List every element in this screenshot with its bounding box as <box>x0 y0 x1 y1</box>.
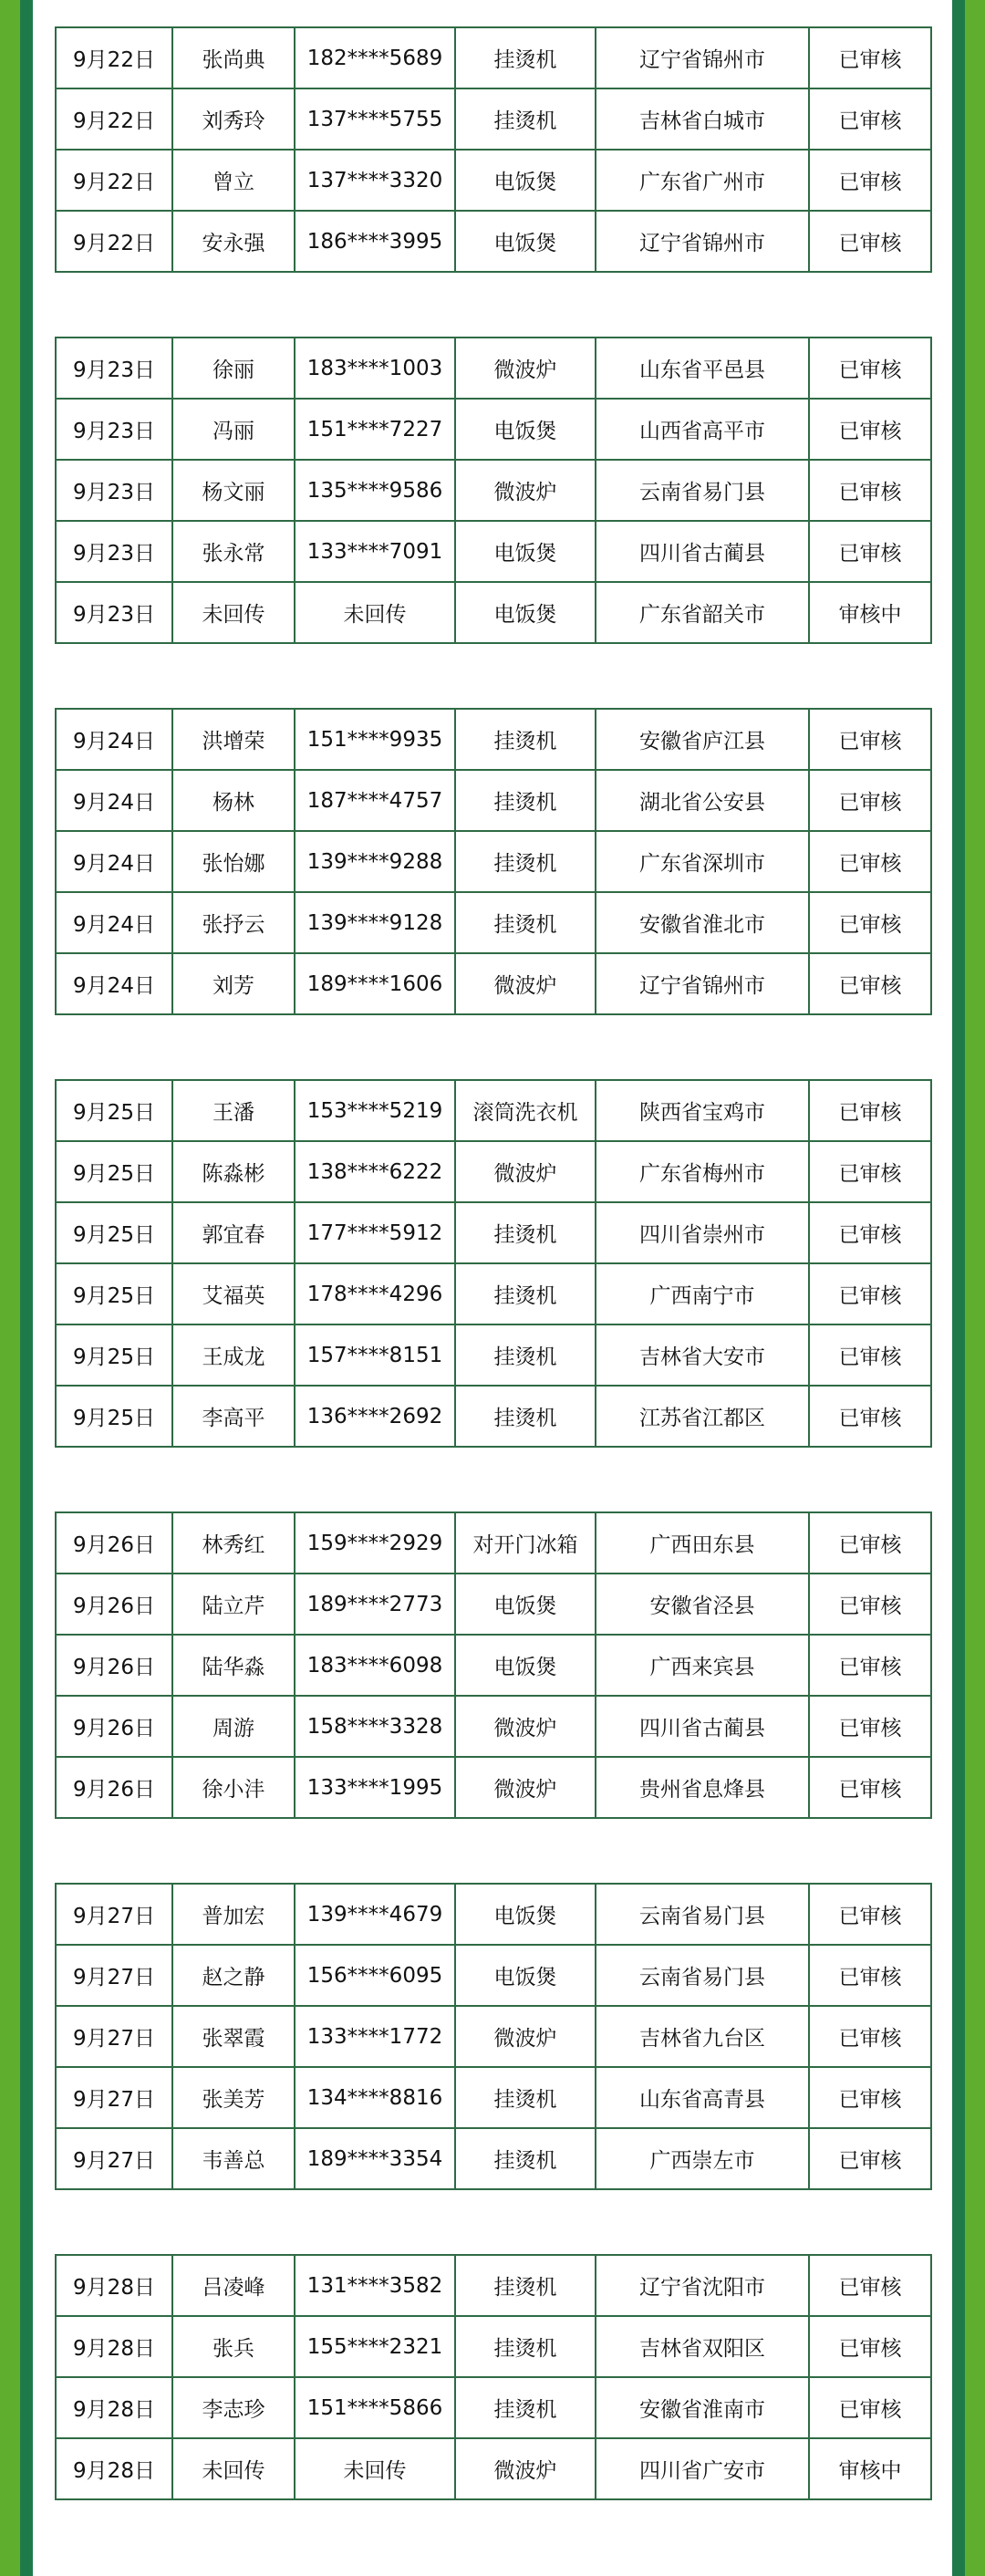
table-row <box>56 831 931 892</box>
name-cell: 张美芳 <box>172 2067 295 2128</box>
product-cell: 挂烫机 <box>455 2128 596 2189</box>
date-cell: 9月23日 <box>56 399 172 460</box>
record-group <box>55 1079 930 1448</box>
table-row <box>56 1635 931 1696</box>
region-cell: 安徽省淮南市 <box>596 2377 809 2438</box>
phone-cell: 182****5689 <box>295 27 455 88</box>
phone-cell: 153****5219 <box>295 1080 455 1141</box>
region-cell: 贵州省息烽县 <box>596 1757 809 1818</box>
phone-cell: 183****1003 <box>295 338 455 399</box>
region-cell: 辽宁省沈阳市 <box>596 2255 809 2316</box>
phone-cell: 183****6098 <box>295 1635 455 1696</box>
product-cell: 微波炉 <box>455 2006 596 2067</box>
name-cell: 林秀红 <box>172 1512 295 1574</box>
product-cell: 电饭煲 <box>455 1945 596 2006</box>
record-table <box>55 1511 932 1819</box>
date-cell: 9月28日 <box>56 2377 172 2438</box>
status-cell: 已审核 <box>809 150 931 211</box>
phone-cell: 139****9128 <box>295 892 455 953</box>
status-cell: 已审核 <box>809 338 931 399</box>
record-group <box>55 1883 930 2190</box>
phone-cell: 133****7091 <box>295 521 455 582</box>
product-cell: 挂烫机 <box>455 27 596 88</box>
product-cell: 电饭煲 <box>455 150 596 211</box>
name-cell: 张永常 <box>172 521 295 582</box>
phone-cell: 151****9935 <box>295 709 455 770</box>
status-cell: 已审核 <box>809 709 931 770</box>
phone-cell: 177****5912 <box>295 1202 455 1263</box>
date-cell: 9月25日 <box>56 1080 172 1141</box>
status-cell: 已审核 <box>809 1945 931 2006</box>
product-cell: 挂烫机 <box>455 770 596 831</box>
date-cell: 9月27日 <box>56 1884 172 1945</box>
name-cell: 未回传 <box>172 582 295 643</box>
region-cell: 广东省广州市 <box>596 150 809 211</box>
date-cell: 9月22日 <box>56 88 172 150</box>
product-cell: 电饭煲 <box>455 521 596 582</box>
name-cell: 张兵 <box>172 2316 295 2377</box>
name-cell: 张翠霞 <box>172 2006 295 2067</box>
date-cell: 9月26日 <box>56 1512 172 1574</box>
left-border-decoration <box>0 0 33 2576</box>
status-cell: 已审核 <box>809 892 931 953</box>
table-row <box>56 582 931 643</box>
region-cell: 江苏省江都区 <box>596 1386 809 1447</box>
name-cell: 张怡娜 <box>172 831 295 892</box>
product-cell: 微波炉 <box>455 1757 596 1818</box>
region-cell: 山东省平邑县 <box>596 338 809 399</box>
status-cell: 已审核 <box>809 27 931 88</box>
name-cell: 普加宏 <box>172 1884 295 1945</box>
table-row <box>56 27 931 88</box>
date-cell: 9月27日 <box>56 2006 172 2067</box>
name-cell: 徐丽 <box>172 338 295 399</box>
table-row <box>56 1324 931 1386</box>
region-cell: 云南省易门县 <box>596 460 809 521</box>
status-cell: 已审核 <box>809 1202 931 1263</box>
name-cell: 冯丽 <box>172 399 295 460</box>
status-cell: 已审核 <box>809 831 931 892</box>
status-cell: 已审核 <box>809 2067 931 2128</box>
product-cell: 挂烫机 <box>455 88 596 150</box>
table-row <box>56 1757 931 1818</box>
date-cell: 9月26日 <box>56 1696 172 1757</box>
date-cell: 9月24日 <box>56 709 172 770</box>
region-cell: 四川省古蔺县 <box>596 521 809 582</box>
product-cell: 挂烫机 <box>455 831 596 892</box>
table-row <box>56 460 931 521</box>
phone-cell: 189****3354 <box>295 2128 455 2189</box>
region-cell: 四川省广安市 <box>596 2438 809 2499</box>
product-cell: 电饭煲 <box>455 1574 596 1635</box>
region-cell: 吉林省白城市 <box>596 88 809 150</box>
region-cell: 广西来宾县 <box>596 1635 809 1696</box>
date-cell: 9月27日 <box>56 2067 172 2128</box>
table-row <box>56 1202 931 1263</box>
date-cell: 9月25日 <box>56 1141 172 1202</box>
table-row <box>56 399 931 460</box>
product-cell: 电饭煲 <box>455 582 596 643</box>
date-cell: 9月23日 <box>56 582 172 643</box>
status-cell: 已审核 <box>809 521 931 582</box>
table-row <box>56 1884 931 1945</box>
name-cell: 吕凌峰 <box>172 2255 295 2316</box>
region-cell: 山东省高青县 <box>596 2067 809 2128</box>
region-cell: 广西南宁市 <box>596 1263 809 1324</box>
product-cell: 滚筒洗衣机 <box>455 1080 596 1141</box>
region-cell: 山西省高平市 <box>596 399 809 460</box>
phone-cell: 134****8816 <box>295 2067 455 2128</box>
product-cell: 电饭煲 <box>455 399 596 460</box>
status-cell: 已审核 <box>809 1884 931 1945</box>
date-cell: 9月27日 <box>56 2128 172 2189</box>
table-row <box>56 1386 931 1447</box>
status-cell: 审核中 <box>809 582 931 643</box>
status-cell: 已审核 <box>809 1512 931 1574</box>
name-cell: 周游 <box>172 1696 295 1757</box>
record-table <box>55 337 932 644</box>
region-cell: 广东省韶关市 <box>596 582 809 643</box>
table-row <box>56 709 931 770</box>
phone-cell: 137****5755 <box>295 88 455 150</box>
status-cell: 已审核 <box>809 1386 931 1447</box>
table-row <box>56 211 931 272</box>
product-cell: 挂烫机 <box>455 2255 596 2316</box>
phone-cell: 133****1772 <box>295 2006 455 2067</box>
date-cell: 9月24日 <box>56 770 172 831</box>
name-cell: 王潘 <box>172 1080 295 1141</box>
phone-cell: 157****8151 <box>295 1324 455 1386</box>
product-cell: 挂烫机 <box>455 2377 596 2438</box>
date-cell: 9月25日 <box>56 1324 172 1386</box>
product-cell: 挂烫机 <box>455 1386 596 1447</box>
status-cell: 已审核 <box>809 211 931 272</box>
product-cell: 微波炉 <box>455 460 596 521</box>
status-cell: 已审核 <box>809 2377 931 2438</box>
name-cell: 刘芳 <box>172 953 295 1014</box>
region-cell: 安徽省淮北市 <box>596 892 809 953</box>
name-cell: 韦善总 <box>172 2128 295 2189</box>
product-cell: 微波炉 <box>455 1696 596 1757</box>
status-cell: 已审核 <box>809 2316 931 2377</box>
name-cell: 洪增荣 <box>172 709 295 770</box>
name-cell: 杨文丽 <box>172 460 295 521</box>
record-group <box>55 26 930 273</box>
region-cell: 陕西省宝鸡市 <box>596 1080 809 1141</box>
table-row <box>56 2316 931 2377</box>
table-row <box>56 521 931 582</box>
phone-cell: 151****5866 <box>295 2377 455 2438</box>
phone-cell: 139****4679 <box>295 1884 455 1945</box>
phone-cell: 155****2321 <box>295 2316 455 2377</box>
phone-cell: 186****3995 <box>295 211 455 272</box>
name-cell: 陆华淼 <box>172 1635 295 1696</box>
product-cell: 挂烫机 <box>455 892 596 953</box>
status-cell: 已审核 <box>809 953 931 1014</box>
status-cell: 已审核 <box>809 1324 931 1386</box>
phone-cell: 135****9586 <box>295 460 455 521</box>
region-cell: 吉林省双阳区 <box>596 2316 809 2377</box>
region-cell: 云南省易门县 <box>596 1884 809 1945</box>
name-cell: 王成龙 <box>172 1324 295 1386</box>
phone-cell: 178****4296 <box>295 1263 455 1324</box>
date-cell: 9月23日 <box>56 521 172 582</box>
name-cell: 安永强 <box>172 211 295 272</box>
name-cell: 郭宜春 <box>172 1202 295 1263</box>
status-cell: 已审核 <box>809 399 931 460</box>
status-cell: 已审核 <box>809 2006 931 2067</box>
table-row <box>56 2128 931 2189</box>
table-row <box>56 150 931 211</box>
phone-cell: 133****1995 <box>295 1757 455 1818</box>
status-cell: 已审核 <box>809 2255 931 2316</box>
region-cell: 广东省深圳市 <box>596 831 809 892</box>
date-cell: 9月26日 <box>56 1635 172 1696</box>
date-cell: 9月24日 <box>56 953 172 1014</box>
status-cell: 已审核 <box>809 1757 931 1818</box>
record-group <box>55 708 930 1015</box>
record-groups <box>55 0 930 2564</box>
name-cell: 李高平 <box>172 1386 295 1447</box>
record-table <box>55 708 932 1015</box>
name-cell: 未回传 <box>172 2438 295 2499</box>
product-cell: 挂烫机 <box>455 2067 596 2128</box>
table-row <box>56 2255 931 2316</box>
table-row <box>56 1263 931 1324</box>
date-cell: 9月26日 <box>56 1574 172 1635</box>
product-cell: 微波炉 <box>455 338 596 399</box>
name-cell: 李志珍 <box>172 2377 295 2438</box>
region-cell: 安徽省庐江县 <box>596 709 809 770</box>
status-cell: 已审核 <box>809 460 931 521</box>
name-cell: 杨林 <box>172 770 295 831</box>
region-cell: 安徽省泾县 <box>596 1574 809 1635</box>
status-cell: 已审核 <box>809 1574 931 1635</box>
table-row <box>56 1696 931 1757</box>
region-cell: 云南省易门县 <box>596 1945 809 2006</box>
name-cell: 张尚典 <box>172 27 295 88</box>
record-table <box>55 2254 932 2500</box>
product-cell: 对开门冰箱 <box>455 1512 596 1574</box>
status-cell: 已审核 <box>809 88 931 150</box>
date-cell: 9月26日 <box>56 1757 172 1818</box>
phone-cell: 未回传 <box>295 582 455 643</box>
name-cell: 张抒云 <box>172 892 295 953</box>
record-table <box>55 1079 932 1448</box>
date-cell: 9月22日 <box>56 150 172 211</box>
region-cell: 吉林省九台区 <box>596 2006 809 2067</box>
region-cell: 广西崇左市 <box>596 2128 809 2189</box>
date-cell: 9月25日 <box>56 1202 172 1263</box>
phone-cell: 187****4757 <box>295 770 455 831</box>
region-cell: 辽宁省锦州市 <box>596 953 809 1014</box>
name-cell: 陆立芹 <box>172 1574 295 1635</box>
date-cell: 9月28日 <box>56 2438 172 2499</box>
table-row <box>56 1945 931 2006</box>
region-cell: 四川省崇州市 <box>596 1202 809 1263</box>
phone-cell: 131****3582 <box>295 2255 455 2316</box>
date-cell: 9月22日 <box>56 27 172 88</box>
status-cell: 已审核 <box>809 1696 931 1757</box>
product-cell: 微波炉 <box>455 1141 596 1202</box>
date-cell: 9月23日 <box>56 338 172 399</box>
name-cell: 徐小沣 <box>172 1757 295 1818</box>
date-cell: 9月22日 <box>56 211 172 272</box>
name-cell: 刘秀玲 <box>172 88 295 150</box>
table-row <box>56 1080 931 1141</box>
product-cell: 挂烫机 <box>455 709 596 770</box>
right-border-decoration <box>952 0 985 2576</box>
product-cell: 挂烫机 <box>455 1324 596 1386</box>
product-cell: 电饭煲 <box>455 1884 596 1945</box>
phone-cell: 189****2773 <box>295 1574 455 1635</box>
table-row <box>56 953 931 1014</box>
name-cell: 曾立 <box>172 150 295 211</box>
product-cell: 电饭煲 <box>455 211 596 272</box>
table-row <box>56 1574 931 1635</box>
region-cell: 广东省梅州市 <box>596 1141 809 1202</box>
record-table <box>55 1883 932 2190</box>
date-cell: 9月28日 <box>56 2255 172 2316</box>
product-cell: 挂烫机 <box>455 1202 596 1263</box>
table-row <box>56 770 931 831</box>
phone-cell: 137****3320 <box>295 150 455 211</box>
name-cell: 艾福英 <box>172 1263 295 1324</box>
region-cell: 吉林省大安市 <box>596 1324 809 1386</box>
name-cell: 陈淼彬 <box>172 1141 295 1202</box>
date-cell: 9月24日 <box>56 892 172 953</box>
phone-cell: 138****6222 <box>295 1141 455 1202</box>
status-cell: 已审核 <box>809 2128 931 2189</box>
table-row <box>56 88 931 150</box>
content-area <box>33 0 952 2576</box>
date-cell: 9月23日 <box>56 460 172 521</box>
table-row <box>56 2438 931 2499</box>
phone-cell: 139****9288 <box>295 831 455 892</box>
status-cell: 已审核 <box>809 1635 931 1696</box>
date-cell: 9月25日 <box>56 1263 172 1324</box>
status-cell: 已审核 <box>809 1141 931 1202</box>
status-cell: 审核中 <box>809 2438 931 2499</box>
product-cell: 电饭煲 <box>455 1635 596 1696</box>
phone-cell: 未回传 <box>295 2438 455 2499</box>
phone-cell: 158****3328 <box>295 1696 455 1757</box>
region-cell: 广西田东县 <box>596 1512 809 1574</box>
region-cell: 辽宁省锦州市 <box>596 211 809 272</box>
record-group <box>55 2254 930 2500</box>
table-row <box>56 2067 931 2128</box>
table-row <box>56 338 931 399</box>
date-cell: 9月24日 <box>56 831 172 892</box>
product-cell: 挂烫机 <box>455 2316 596 2377</box>
phone-cell: 189****1606 <box>295 953 455 1014</box>
phone-cell: 156****6095 <box>295 1945 455 2006</box>
table-row <box>56 1141 931 1202</box>
table-row <box>56 892 931 953</box>
region-cell: 辽宁省锦州市 <box>596 27 809 88</box>
table-row <box>56 1512 931 1574</box>
phone-cell: 151****7227 <box>295 399 455 460</box>
status-cell: 已审核 <box>809 1080 931 1141</box>
product-cell: 微波炉 <box>455 2438 596 2499</box>
product-cell: 挂烫机 <box>455 1263 596 1324</box>
record-table <box>55 26 932 273</box>
phone-cell: 159****2929 <box>295 1512 455 1574</box>
product-cell: 微波炉 <box>455 953 596 1014</box>
table-row <box>56 2377 931 2438</box>
region-cell: 湖北省公安县 <box>596 770 809 831</box>
table-row <box>56 2006 931 2067</box>
date-cell: 9月28日 <box>56 2316 172 2377</box>
name-cell: 赵之静 <box>172 1945 295 2006</box>
status-cell: 已审核 <box>809 770 931 831</box>
date-cell: 9月27日 <box>56 1945 172 2006</box>
status-cell: 已审核 <box>809 1263 931 1324</box>
phone-cell: 136****2692 <box>295 1386 455 1447</box>
record-group <box>55 1511 930 1819</box>
region-cell: 四川省古蔺县 <box>596 1696 809 1757</box>
record-group <box>55 337 930 644</box>
date-cell: 9月25日 <box>56 1386 172 1447</box>
